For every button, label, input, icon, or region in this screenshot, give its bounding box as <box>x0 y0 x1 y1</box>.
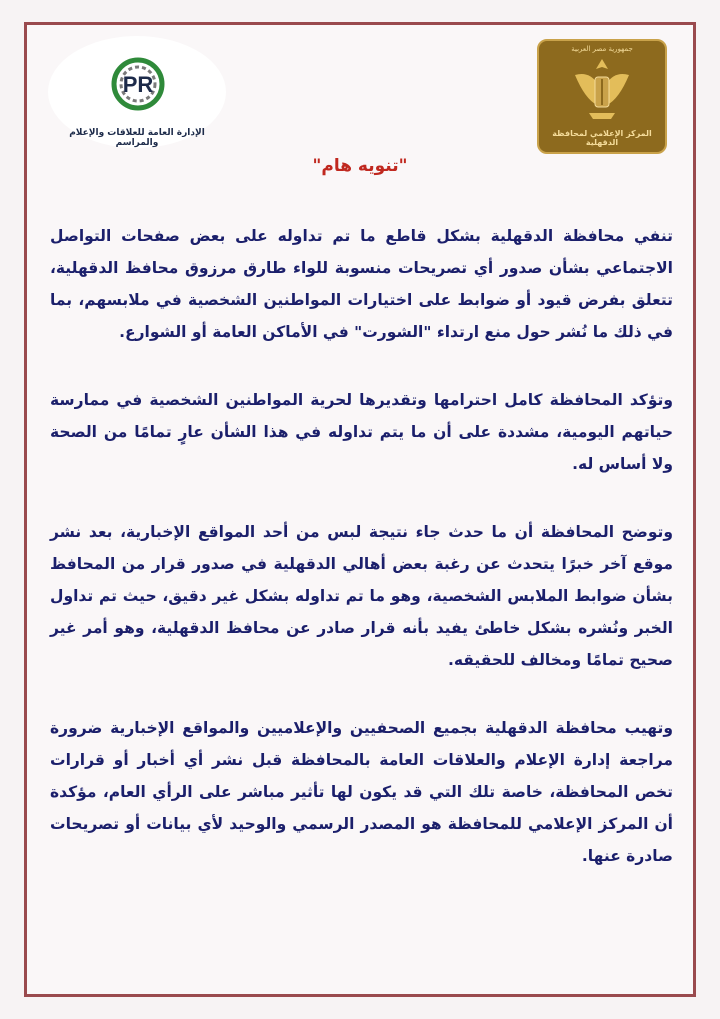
svg-text:PR: PR <box>122 72 154 97</box>
pr-department-logo <box>48 36 226 148</box>
paragraph: وتؤكد المحافظة كامل احترامها وتقديرها لحرية المواطنين الشخصية في ممارسة حياتهم اليومية، مشددة على أن ما يتم تداوله في هذا الشأن عارٍ تمامًا من الصحة ولا أساس له. <box>50 391 673 473</box>
pr-logo-caption: الإدارة العامة للعلاقات والإعلام والمراسم <box>69 128 205 148</box>
paragraph: تنفي محافظة الدقهلية بشكل قاطع ما تم تداوله على بعض صفحات التواصل الاجتماعي بشأن صدور أي تصريحات منسوبة للواء طارق مرزوق محافظ الدقهلية، تتعلق بفرض قيود أو ضوابط على اختيارات المواطنين الشخصية في ملابسهم، بما في ذلك ما نُشر حول منع ارتداء "الشورت" في الأماكن العامة أو الشوارع. <box>50 227 673 341</box>
paragraph: وتهيب محافظة الدقهلية بجميع الصحفيين والإعلاميين والمواقع الإخبارية ضرورة مراجعة إدارة الإعلام والعلاقات العامة بالمحافظة قبل نشر أي أخبار أو قرارات تخص المحافظة، خاصة تلك التي قد يكون لها تأثير مباشر على الرأي العام، مؤكدة أن المركز الإعلامي للمحافظة هو المصدر الرسمي والوحيد لأي بيانات أو تصريحات صادرة عنها. <box>50 719 673 865</box>
media-center-logo <box>537 39 667 154</box>
paragraph: وتوضح المحافظة أن ما حدث جاء نتيجة لبس من أحد المواقع الإخبارية، بعد نشر موقع آخر خبرًا يتحدث عن رغبة بعض أهالي الدقهلية في صدور قرار من المحافظ بشأن ضوابط الملابس الشخصية، وهو ما تم تداوله بشكل غير دقيق، حيث تم تداول الخبر ونُشره بشكل خاطئ يفيد بأنه قرار صادر عن محافظ الدقهلية، وهو أمر غير صحيح تمامًا ومخالف للحقيقه. <box>50 523 673 669</box>
notice-body <box>50 220 673 908</box>
notice-heading: "تنويه هام" <box>312 156 408 176</box>
media-logo-top-text: جمهورية مصر العربية <box>571 45 633 53</box>
pr-gear-icon <box>110 54 166 118</box>
eagle-emblem-icon <box>571 53 633 125</box>
media-logo-caption: المركز الإعلامي لمحافظة الدقهلية <box>552 129 652 147</box>
